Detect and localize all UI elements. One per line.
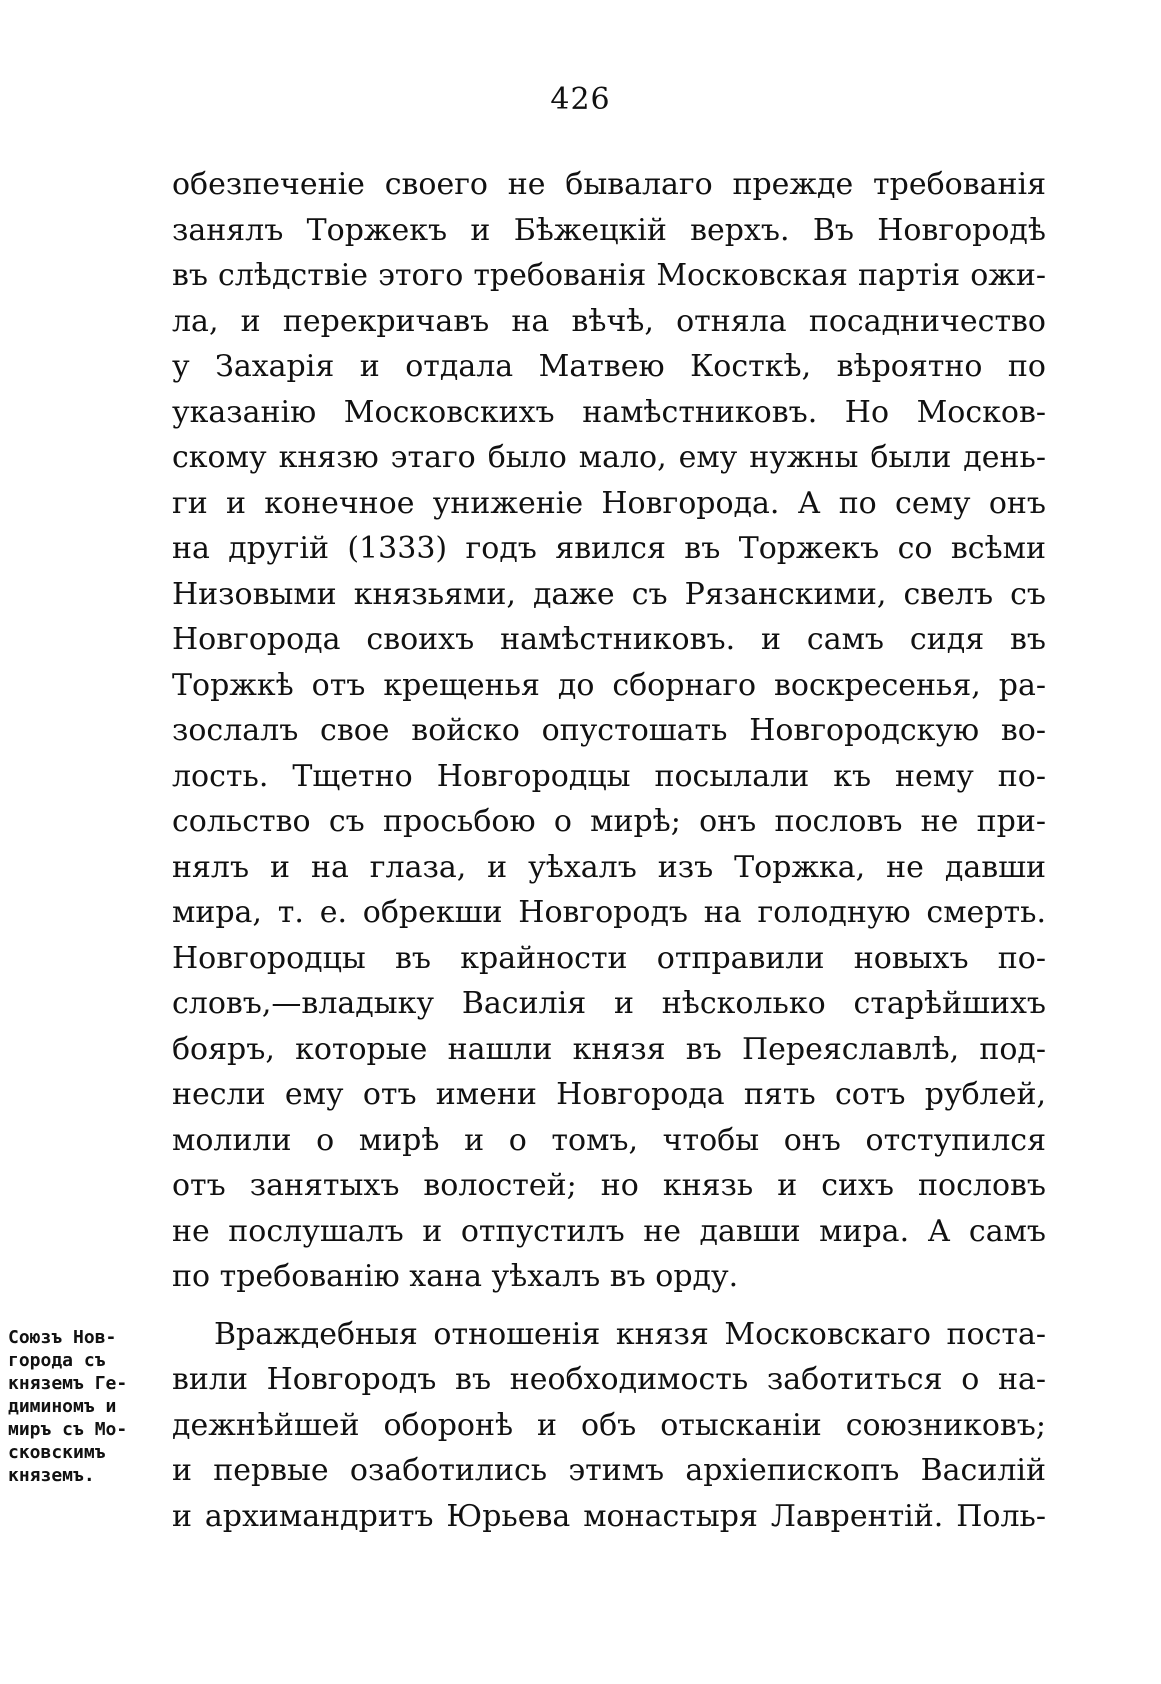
text-line: скому князю этаго было мало, ему нужны были день- xyxy=(172,440,1046,475)
margin-note-line: диминомъ и xyxy=(8,1396,117,1417)
margin-note xyxy=(8,1326,166,1487)
text-line: указанію Московскихъ намѣстниковъ. Но Москов- xyxy=(172,394,1046,430)
text-line: молили о мирѣ и о томъ, чтобы онъ отступился xyxy=(172,1122,1046,1158)
text-line: несли ему отъ имени Новгорода пять сотъ рублей, xyxy=(172,1077,1046,1112)
body-text xyxy=(172,162,1046,1539)
text-line: Низовыми князьями, даже съ Рязанскими, свелъ съ xyxy=(172,576,1046,612)
text-line: сольство съ просьбою о мирѣ; онъ пословъ не при- xyxy=(172,804,1046,839)
text-line: отъ занятыхъ волостей; но князь и сихъ пословъ xyxy=(172,1168,1046,1203)
text-line: словъ,—владыку Василія и нѣсколько старѣйшихъ xyxy=(172,986,1046,1021)
text-line: вили Новгородъ въ необходимость заботиться о на- xyxy=(172,1362,1046,1397)
margin-note-line: княземъ Ге- xyxy=(8,1373,128,1394)
text-line: Торжкѣ отъ крещенья до сборнаго воскресенья, ра- xyxy=(172,667,1046,703)
paragraph-2 xyxy=(172,1312,1046,1540)
margin-note-line: княземъ. xyxy=(8,1465,95,1486)
margin-note-line: Союзъ Нов- xyxy=(8,1327,117,1348)
text-line: ги и конечное униженіе Новгорода. А по сему онъ xyxy=(172,485,1046,521)
text-line: у Захарія и отдала Матвею Косткѣ, вѣроятно по xyxy=(172,349,1046,384)
text-line: Новгорода своихъ намѣстниковъ. и самъ сидя въ xyxy=(172,622,1046,657)
text-line: ла, и перекричавъ на вѣчѣ, отняла посадничество xyxy=(172,303,1046,339)
page-number: 426 xyxy=(550,82,611,117)
text-line: по требованію хана уѣхалъ въ орду. xyxy=(172,1259,739,1294)
margin-note-line: миръ съ Мо- xyxy=(8,1419,128,1440)
text-line: бояръ, которые нашли князя въ Переяславлѣ, под- xyxy=(172,1031,1046,1067)
text-line: Новгородцы въ крайности отправили новыхъ по- xyxy=(172,940,1046,976)
margin-note-line: города съ xyxy=(8,1350,106,1371)
paragraph-gap xyxy=(172,1300,1046,1312)
text-line: мира, т. е. обрекши Новгородъ на голодную смерть. xyxy=(172,895,1046,930)
text-line: зослалъ свое войско опустошать Новгородскую во- xyxy=(172,713,1046,748)
text-line: нялъ и на глаза, и уѣхалъ изъ Торжка, не давши xyxy=(172,849,1046,885)
paragraph-1 xyxy=(172,162,1046,1300)
text-line: не послушалъ и отпустилъ не давши мира. А самъ xyxy=(172,1213,1046,1249)
text-line: обезпеченіе своего не бывалаго прежде требованія xyxy=(172,167,1046,202)
text-line: и первые озаботились этимъ архіепископъ Василій xyxy=(172,1453,1046,1488)
margin-note-line: сковскимъ xyxy=(8,1442,106,1463)
text-line: и архимандритъ Юрьева монастыря Лаврентій. Поль- xyxy=(172,1498,1046,1534)
text-line: въ слѣдствіе этого требованія Московская партія ожи- xyxy=(172,258,1046,293)
text-line: лость. Тщетно Новгородцы посылали къ нему по- xyxy=(172,758,1046,794)
text-line: занялъ Торжекъ и Бѣжецкій верхъ. Въ Новгородѣ xyxy=(172,212,1046,248)
text-line: дежнѣйшей оборонѣ и объ отысканіи союзниковъ; xyxy=(172,1407,1046,1443)
text-line: на другій (1333) годъ явился въ Торжекъ со всѣми xyxy=(172,531,1046,566)
text-line: Враждебныя отношенія князя Московскаго поста- xyxy=(214,1316,1046,1352)
